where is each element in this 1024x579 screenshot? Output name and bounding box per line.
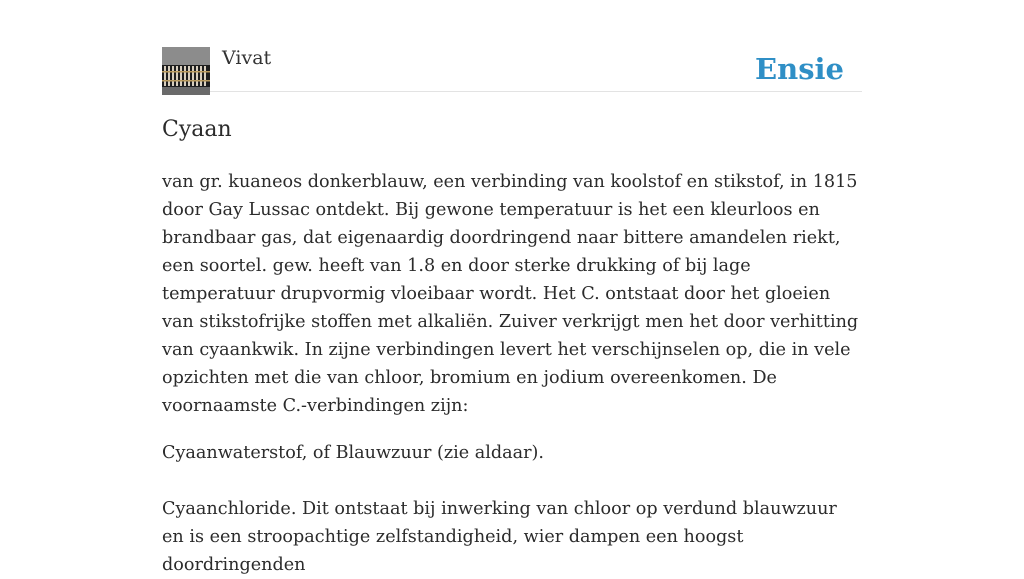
site-logo[interactable]: Ensie bbox=[755, 52, 844, 86]
article-body bbox=[162, 168, 862, 579]
article-paragraph: Cyaanchloride. Dit ontstaat bij inwerking van chloor op verdund blauwzuur en is een stroopachtige zelfstandigheid, wier dampen een hoogst doordringenden bbox=[162, 499, 837, 575]
book-spines-icon bbox=[162, 47, 210, 95]
article-paragraph: van gr. kuaneos donkerblauw, een verbinding van koolstof en stikstof, in 1815 door Gay Lussac ontdekt. Bij gewone temperatuur is het een kleurloos en brandbaar gas, dat eigenaardig doordringend naar bittere amandelen riekt, een soortel. gew. heeft van 1.8 en door sterke drukking of bij lage temperatuur drupvormig vloeibaar wordt. Het C. ontstaat door het gloeien van stikstofrijke stoffen met alkaliën. Zuiver verkrijgt men het door verhitting van cyaankwik. In zijne verbindingen levert het verschijnselen op, die in vele opzichten met die van chloor, bromium en jodium overeenkomen. De voornaamste C.-verbindingen zijn: bbox=[162, 172, 859, 416]
site-header bbox=[162, 46, 862, 92]
article-title: Cyaan bbox=[162, 117, 232, 142]
author-name[interactable]: Vivat bbox=[222, 47, 272, 69]
author-avatar[interactable] bbox=[162, 47, 210, 95]
article-paragraph: Cyaanwaterstof, of Blauwzuur (zie aldaar). bbox=[162, 443, 544, 463]
